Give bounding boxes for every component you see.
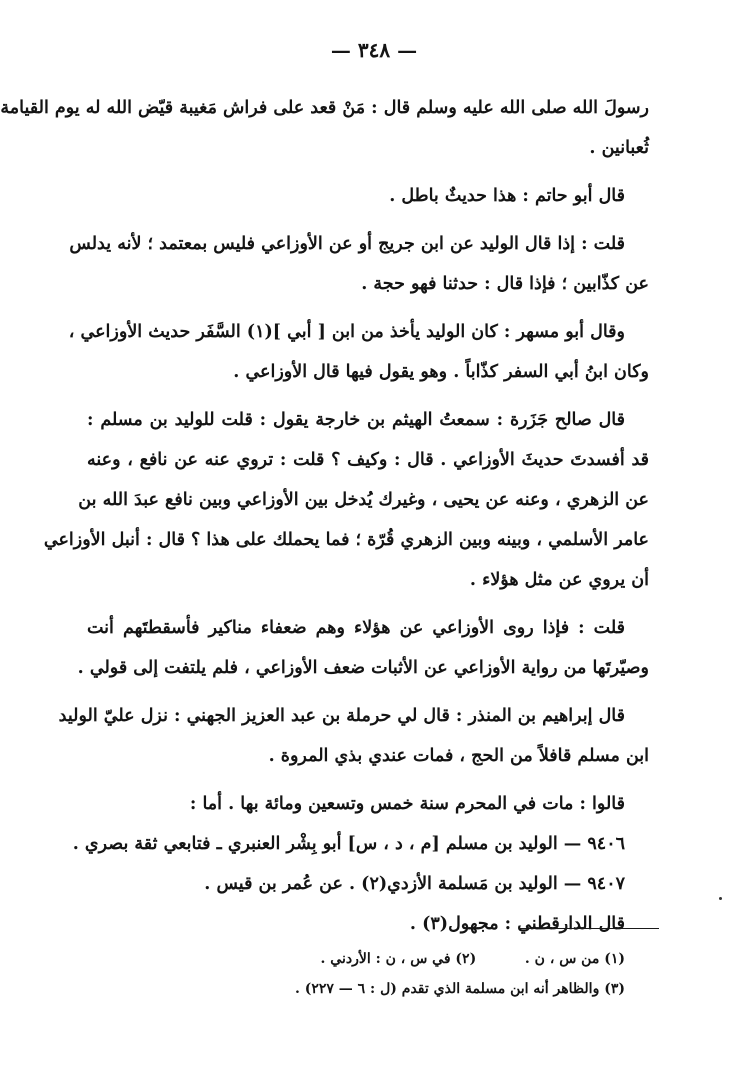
entry-9406: ٩٤٠٦ — الوليد بن مسلم [م ، د ، س] أبو بِشْر العنبري ـ فتابعي ثقة بصري . xyxy=(72,834,625,854)
text-line: قلت : إذا قال الوليد عن ابن جريج أو عن الأوزاعي فليس بمعتمد ؛ لأنه يدلس xyxy=(69,234,625,254)
text-line: وصيّرتَها من رواية الأوزاعي عن الأثبات ضعف الأوزاعي ، فلم يلتفت إلى قولي . xyxy=(77,658,649,678)
text-line: عامر الأسلمي ، وبينه وبين الزهري قُرّة ؛ فما يحملك على هذا ؟ قال : أنبل الأوزاعي xyxy=(43,530,649,550)
footnote-line: (١) من س ، ن . (٢) في س ، ن : الأردني . xyxy=(320,951,625,967)
text-line: رسولَ الله صلى الله عليه وسلم قال : مَنْ قعد على فراش مَغيبة قيّض الله له يوم القيامة xyxy=(0,98,649,118)
text-line: قد أفسدتَ حديثَ الأوزاعي . قال : وكيف ؟ قلت : تروي عنه عن نافع ، وعنه xyxy=(87,450,649,470)
page-number: — ٣٤٨ — xyxy=(330,38,418,62)
text-line: قال أبو حاتم : هذا حديثٌ باطل . xyxy=(389,186,625,206)
entry-9407: ٩٤٠٧ — الوليد بن مَسلمة الأزدي(٢) . عن عُمر بن قيس . xyxy=(204,874,625,894)
footnote-rule xyxy=(519,928,659,929)
text-line: ثُعبانين . xyxy=(589,138,649,158)
text-line: أن يروي عن مثل هؤلاء . xyxy=(469,570,649,590)
text-line: قال صالح جَزَرة : سمعتُ الهيثم بن خارجة يقول : قلت للوليد بن مسلم : xyxy=(87,410,625,430)
text-line: عن الزهري ، وعنه عن يحيى ، وغيرك يُدخل بين الأوزاعي وبين نافع عبدَ الله بن xyxy=(78,490,649,510)
body-text xyxy=(0,88,649,944)
text-line: قال إبراهيم بن المنذر : قال لي حرملة بن عبد العزيز الجهني : نزل عليّ الوليد xyxy=(58,706,625,726)
footnotes xyxy=(89,944,649,1004)
text-line: وكان ابنُ أبي السفر كذّاباً . وهو يقول فيها قال الأوزاعي . xyxy=(233,362,649,382)
text-line: ابن مسلم قافلاً من الحج ، فمات عندي بذي المروة . xyxy=(268,746,649,766)
footnote-line: (٣) والظاهر أنه ابن مسلمة الذي تقدم (ل : ٦ — ٢٢٧) . xyxy=(294,981,625,997)
text-line: وقال أبو مسهر : كان الوليد يأخذ من ابن [ أبي ](١) السَّفَر حديث الأوزاعي ، xyxy=(68,322,625,342)
page-speck xyxy=(719,897,722,900)
text-line: قال الدارقطني : مجهول(٣) . xyxy=(409,914,625,934)
text-line: قالوا : مات في المحرم سنة خمس وتسعين ومائة بها . أما : xyxy=(189,794,625,814)
text-line: قلت : فإذا روى الأوزاعي عن هؤلاء وهم ضعفاء مناكير فأسقطتَهم أنت xyxy=(87,618,625,638)
text-line: عن كذّابين ؛ فإذا قال : حدثنا فهو حجة . xyxy=(361,274,649,294)
